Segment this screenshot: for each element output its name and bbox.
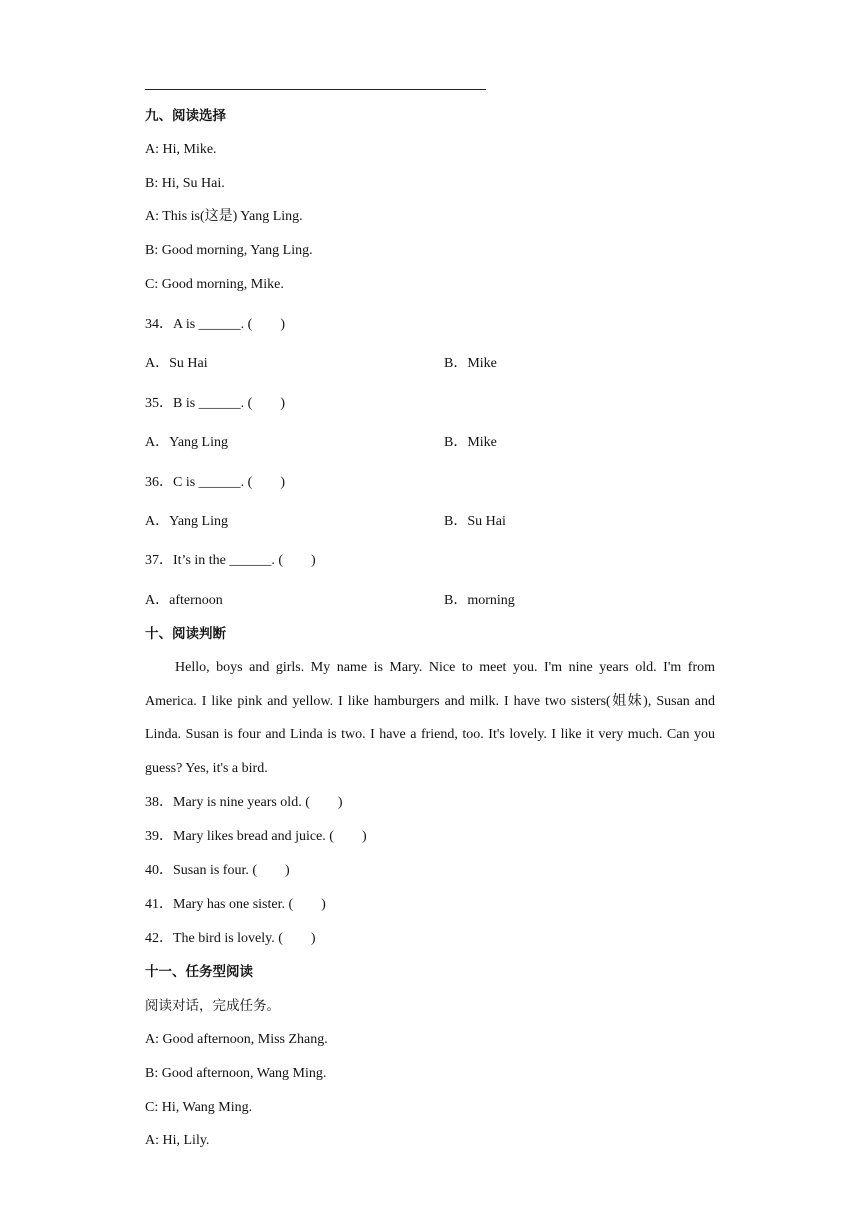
top-divider-line — [145, 89, 486, 90]
statement-38: 38．Mary is nine years old. ( ) — [145, 795, 343, 810]
question-35-option-b: B．Mike — [444, 435, 497, 450]
section-9-heading: 九、阅读选择 — [145, 108, 226, 124]
question-37-option-b: B．morning — [444, 593, 515, 608]
task-instruction: 阅读对话，完成任务。 — [145, 998, 280, 1014]
statement-42: 42．The bird is lovely. ( ) — [145, 931, 316, 946]
dialogue-line: B: Good morning, Yang Ling. — [145, 243, 313, 258]
dialogue-line: C: Good morning, Mike. — [145, 277, 284, 292]
statement-40: 40．Susan is four. ( ) — [145, 863, 290, 878]
section-11-heading: 十一、任务型阅读 — [145, 964, 253, 980]
question-34: 34．A is ______. ( ) — [145, 317, 285, 332]
dialogue-line: A: Hi, Lily. — [145, 1133, 210, 1148]
dialogue-line: B: Good afternoon, Wang Ming. — [145, 1066, 327, 1081]
question-36-option-a: A．Yang Ling — [145, 514, 228, 529]
question-35: 35．B is ______. ( ) — [145, 396, 285, 411]
reading-passage: Hello, boys and girls. My name is Mary. Nice to meet you. I'm nine years old. I'm from America. I like pink and yellow. I like hamburgers and milk. I have two sisters(姐妹), Susan and Linda. Susan is four and Linda is two. I have a friend, too. It's lovely. I like it very much. Can you guess? Yes, it's a bird. — [145, 660, 715, 777]
dialogue-line: A: This is(这是) Yang Ling. — [145, 209, 303, 224]
statement-39: 39．Mary likes bread and juice. ( ) — [145, 829, 367, 844]
question-36: 36．C is ______. ( ) — [145, 475, 285, 490]
dialogue-line: C: Hi, Wang Ming. — [145, 1100, 253, 1115]
question-37: 37．It’s in the ______. ( ) — [145, 553, 316, 568]
dialogue-line: A: Hi, Mike. — [145, 142, 217, 157]
question-37-option-a: A．afternoon — [145, 593, 223, 608]
question-36-option-b: B．Su Hai — [444, 514, 506, 529]
section-10-heading: 十、阅读判断 — [145, 626, 226, 642]
question-34-option-a: A．Su Hai — [145, 356, 208, 371]
statement-41: 41．Mary has one sister. ( ) — [145, 897, 326, 912]
question-35-option-a: A．Yang Ling — [145, 435, 228, 450]
question-34-option-b: B．Mike — [444, 356, 497, 371]
dialogue-line: A: Good afternoon, Miss Zhang. — [145, 1032, 328, 1047]
dialogue-line: B: Hi, Su Hai. — [145, 176, 225, 191]
